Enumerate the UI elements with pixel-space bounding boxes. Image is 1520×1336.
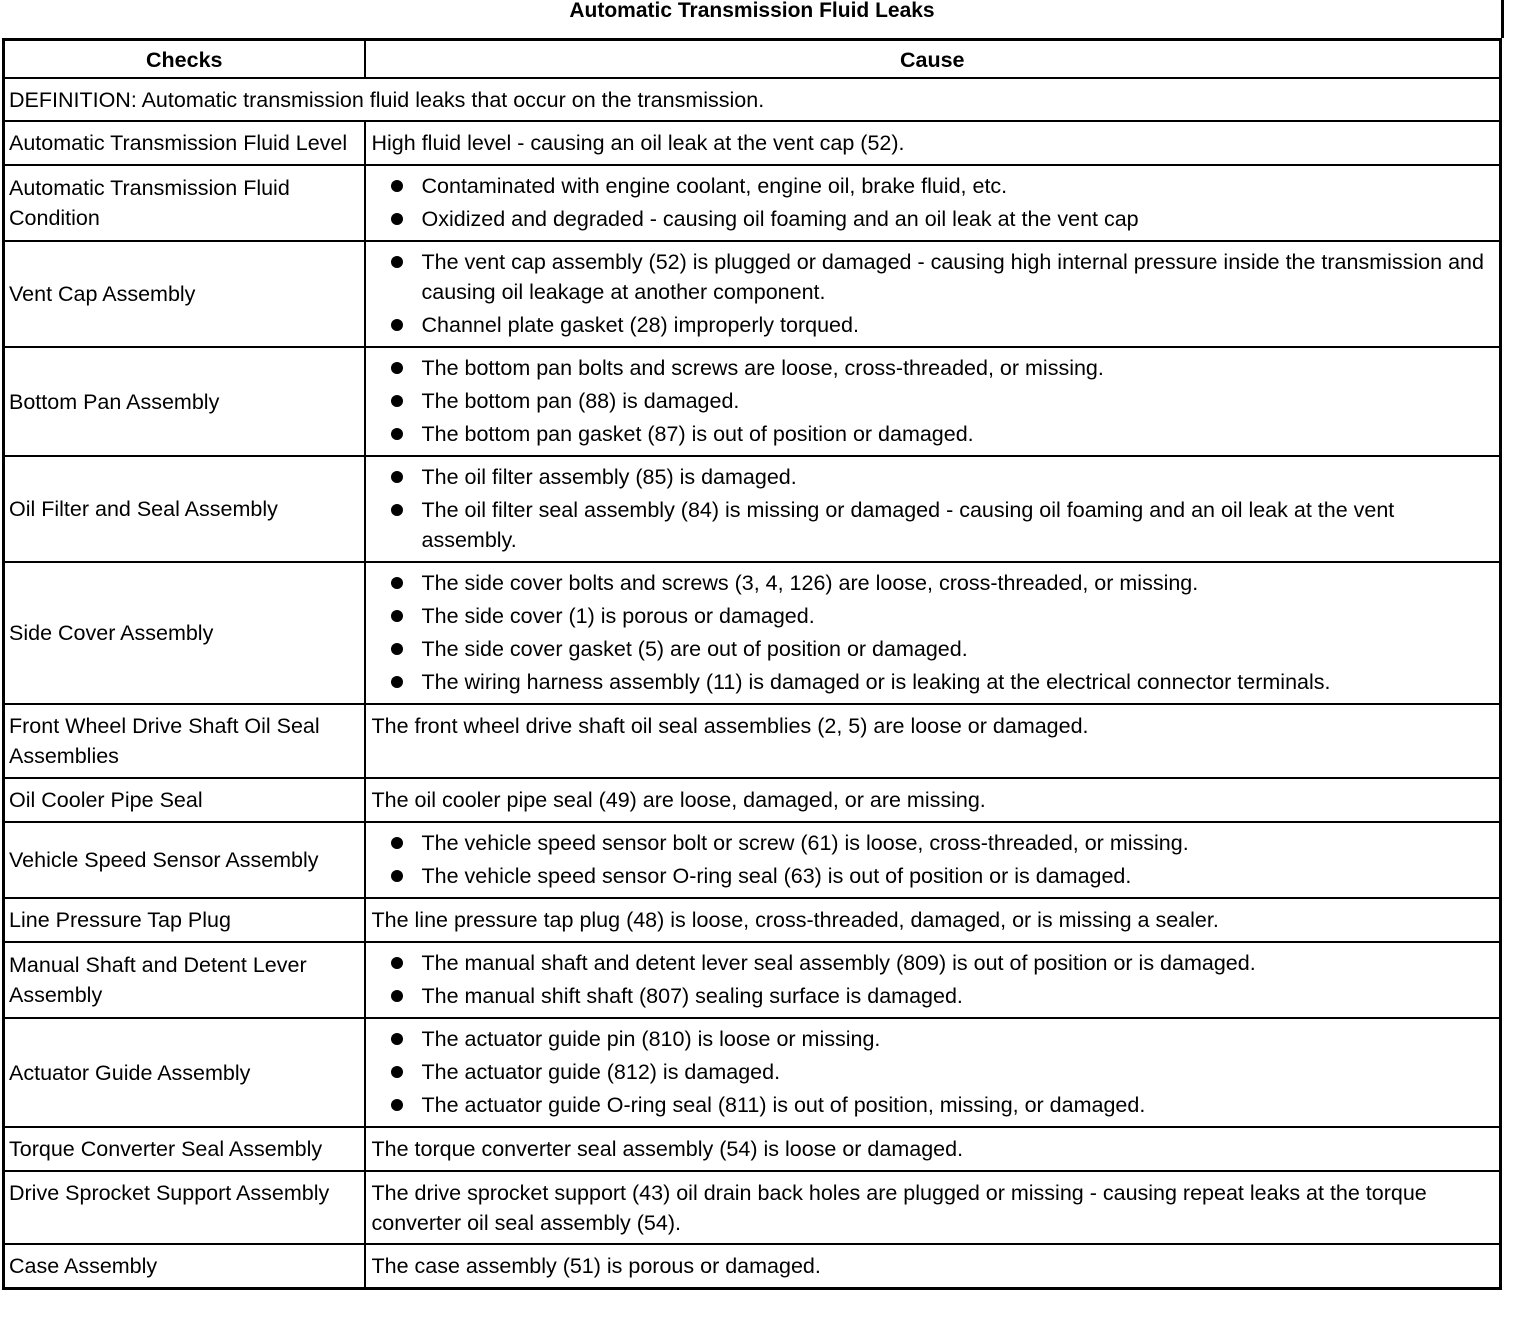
cause-bullet-item: The bottom pan gasket (87) is out of position or damaged.	[422, 418, 1494, 451]
cause-cell	[365, 456, 1501, 562]
cause-bullet-item: The manual shift shaft (807) sealing surface is damaged.	[422, 980, 1494, 1013]
check-cell: Torque Converter Seal Assembly	[4, 1127, 365, 1171]
cause-cell	[365, 165, 1501, 241]
check-cell: Actuator Guide Assembly	[4, 1018, 365, 1127]
check-cell: Bottom Pan Assembly	[4, 347, 365, 456]
table-row	[4, 241, 1501, 347]
cause-bullet-item: The bottom pan (88) is damaged.	[422, 385, 1494, 418]
check-cell: Case Assembly	[4, 1244, 365, 1289]
check-cell: Drive Sprocket Support Assembly	[4, 1171, 365, 1244]
table-row	[4, 1127, 1501, 1171]
cause-bullet-item: The oil filter seal assembly (84) is missing or damaged - causing oil foaming and an oil leak at the vent assembly.	[422, 494, 1494, 557]
cause-cell	[365, 347, 1501, 456]
cause-bullet-item: The bottom pan bolts and screws are loose, cross-threaded, or missing.	[422, 352, 1494, 385]
cause-bullet-item: The actuator guide pin (810) is loose or missing.	[422, 1023, 1494, 1056]
check-cell: Side Cover Assembly	[4, 562, 365, 704]
cause-bullet-item: The side cover (1) is porous or damaged.	[422, 600, 1494, 633]
checks-header: Checks	[4, 40, 365, 79]
cause-bullet-item: The actuator guide (812) is damaged.	[422, 1056, 1494, 1089]
cause-bullet-item: Oxidized and degraded - causing oil foaming and an oil leak at the vent cap	[422, 203, 1494, 236]
cause-bullet-list	[372, 947, 1494, 1013]
table-row	[4, 778, 1501, 822]
cause-cell: The oil cooler pipe seal (49) are loose, damaged, or are missing.	[365, 778, 1501, 822]
cause-bullet-item: Contaminated with engine coolant, engine oil, brake fluid, etc.	[422, 170, 1494, 203]
table-row	[4, 165, 1501, 241]
cause-bullet-item: The vent cap assembly (52) is plugged or damaged - causing high internal pressure inside the transmission and causing oil leakage at another component.	[422, 246, 1494, 309]
cause-bullet-item: The manual shaft and detent lever seal assembly (809) is out of position or is damaged.	[422, 947, 1494, 980]
cause-bullet-list	[372, 461, 1494, 557]
cause-bullet-item: The oil filter assembly (85) is damaged.	[422, 461, 1494, 494]
table-row	[4, 562, 1501, 704]
cause-bullet-item: The side cover gasket (5) are out of position or damaged.	[422, 633, 1494, 666]
cause-bullet-list	[372, 827, 1494, 893]
cause-cell: The drive sprocket support (43) oil drain back holes are plugged or missing - causing repeat leaks at the torque converter oil seal assembly (54).	[365, 1171, 1501, 1244]
cause-bullet-list	[372, 567, 1494, 699]
check-cell: Front Wheel Drive Shaft Oil Seal Assemblies	[4, 704, 365, 778]
check-cell: Vehicle Speed Sensor Assembly	[4, 822, 365, 898]
definition-text: DEFINITION: Automatic transmission fluid leaks that occur on the transmission.	[4, 78, 1501, 121]
cause-bullet-item: The vehicle speed sensor O-ring seal (63) is out of position or is damaged.	[422, 860, 1494, 893]
cause-bullet-list	[372, 170, 1494, 236]
table-row	[4, 1171, 1501, 1244]
check-cell: Manual Shaft and Detent Lever Assembly	[4, 942, 365, 1018]
cause-cell	[365, 1018, 1501, 1127]
page-edge-bar	[1501, 0, 1504, 38]
cause-cell	[365, 942, 1501, 1018]
cause-bullet-item: Channel plate gasket (28) improperly torqued.	[422, 309, 1494, 342]
definition-row	[4, 78, 1501, 121]
cause-cell: The front wheel drive shaft oil seal assemblies (2, 5) are loose or damaged.	[365, 704, 1501, 778]
table-row	[4, 822, 1501, 898]
table-row	[4, 1018, 1501, 1127]
cause-bullet-list	[372, 352, 1494, 451]
cause-bullet-list	[372, 1023, 1494, 1122]
table-title: Automatic Transmission Fluid Leaks	[569, 0, 935, 22]
check-cell: Vent Cap Assembly	[4, 241, 365, 347]
leak-diagnosis-table	[2, 38, 1502, 1290]
check-cell: Automatic Transmission Fluid Condition	[4, 165, 365, 241]
table-row	[4, 898, 1501, 942]
cause-cell	[365, 822, 1501, 898]
cause-bullet-list	[372, 246, 1494, 342]
check-cell: Line Pressure Tap Plug	[4, 898, 365, 942]
check-cell: Automatic Transmission Fluid Level	[4, 121, 365, 165]
table-row	[4, 456, 1501, 562]
cause-cell	[365, 562, 1501, 704]
cause-header: Cause	[365, 40, 1501, 79]
cause-cell: The torque converter seal assembly (54) is loose or damaged.	[365, 1127, 1501, 1171]
table-row	[4, 704, 1501, 778]
table-row	[4, 942, 1501, 1018]
cause-cell: High fluid level - causing an oil leak at the vent cap (52).	[365, 121, 1501, 165]
header-row	[4, 40, 1501, 79]
check-cell: Oil Cooler Pipe Seal	[4, 778, 365, 822]
table-row	[4, 121, 1501, 165]
check-cell: Oil Filter and Seal Assembly	[4, 456, 365, 562]
table-row	[4, 1244, 1501, 1289]
cause-bullet-item: The wiring harness assembly (11) is damaged or is leaking at the electrical connector terminals.	[422, 666, 1494, 699]
cause-bullet-item: The actuator guide O-ring seal (811) is out of position, missing, or damaged.	[422, 1089, 1494, 1122]
cause-cell: The case assembly (51) is porous or damaged.	[365, 1244, 1501, 1289]
cause-bullet-item: The side cover bolts and screws (3, 4, 126) are loose, cross-threaded, or missing.	[422, 567, 1494, 600]
table-row	[4, 347, 1501, 456]
cause-cell: The line pressure tap plug (48) is loose, cross-threaded, damaged, or is missing a sealer.	[365, 898, 1501, 942]
cause-bullet-item: The vehicle speed sensor bolt or screw (61) is loose, cross-threaded, or missing.	[422, 827, 1494, 860]
cause-cell	[365, 241, 1501, 347]
